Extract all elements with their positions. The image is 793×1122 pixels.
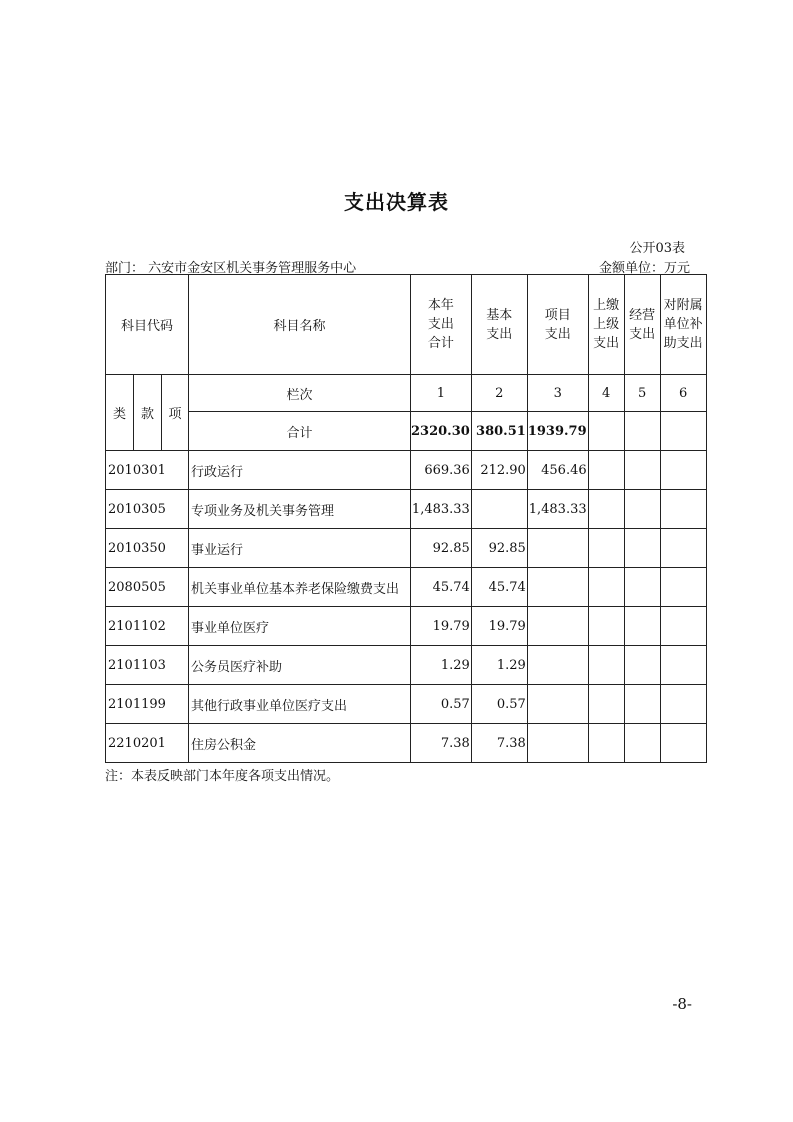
header-col6 <box>660 275 706 375</box>
header-row <box>106 275 707 375</box>
row-value <box>660 646 706 685</box>
header-col2 <box>471 275 527 375</box>
row-name: 住房公积金 <box>189 724 411 763</box>
table-note: 注：本表反映部门本年度各项支出情况。 <box>105 769 340 784</box>
total-label: 合计 <box>189 412 411 451</box>
row-value <box>527 607 588 646</box>
header-line: 支出 <box>629 326 656 342</box>
row-value <box>624 529 660 568</box>
row-value: 1,483.33 <box>411 490 472 529</box>
row-value <box>588 451 624 490</box>
header-line: 本年 <box>427 298 454 313</box>
total-value <box>660 412 706 451</box>
form-number: 公开03表 <box>629 241 685 256</box>
row-value <box>527 646 588 685</box>
row-name: 专项业务及机关事务管理 <box>189 490 411 529</box>
total-value <box>624 412 660 451</box>
row-code: 2101102 <box>106 607 189 646</box>
row-code: 2210201 <box>106 724 189 763</box>
lanci-label: 栏次 <box>189 375 411 412</box>
row-name: 事业单位医疗 <box>189 607 411 646</box>
table-row <box>106 529 707 568</box>
row-value <box>527 685 588 724</box>
header-line: 基本 <box>486 307 513 323</box>
row-value: 1,483.33 <box>527 490 588 529</box>
header-col3 <box>527 275 588 375</box>
row-value <box>471 490 527 529</box>
header-line: 对附属 <box>663 298 703 313</box>
table-row <box>106 685 707 724</box>
row-value <box>588 685 624 724</box>
row-value: 7.38 <box>411 724 472 763</box>
row-value <box>624 685 660 724</box>
header-line: 单位补 <box>663 317 703 332</box>
header-lei: 类 <box>106 375 134 451</box>
row-value: 7.38 <box>471 724 527 763</box>
header-line: 上缴 <box>593 298 620 313</box>
lanci-num: 3 <box>527 375 588 412</box>
total-row <box>106 412 707 451</box>
lanci-num: 6 <box>660 375 706 412</box>
row-value: 212.90 <box>471 451 527 490</box>
row-value <box>588 724 624 763</box>
total-value: 380.51 <box>471 412 527 451</box>
row-value <box>588 529 624 568</box>
unit-label: 金额单位：万元 <box>598 261 690 276</box>
department-label: 部门： 六安市金安区机关事务管理服务中心 <box>105 261 357 276</box>
header-line: 上级 <box>593 317 620 332</box>
total-value: 2320.30 <box>411 412 472 451</box>
row-value <box>660 568 706 607</box>
row-name: 事业运行 <box>189 529 411 568</box>
lanci-num: 5 <box>624 375 660 412</box>
row-value: 0.57 <box>411 685 472 724</box>
row-value <box>527 724 588 763</box>
row-value <box>660 607 706 646</box>
expenditure-table <box>105 274 707 763</box>
total-value <box>588 412 624 451</box>
row-value: 45.74 <box>411 568 472 607</box>
header-col1 <box>411 275 472 375</box>
header-line: 支出 <box>486 326 513 342</box>
row-value <box>660 451 706 490</box>
lanci-num: 2 <box>471 375 527 412</box>
table-row <box>106 490 707 529</box>
row-code: 2101199 <box>106 685 189 724</box>
header-line: 支出 <box>593 336 620 351</box>
row-value <box>527 529 588 568</box>
row-value: 45.74 <box>471 568 527 607</box>
header-line: 助支出 <box>663 336 703 351</box>
lanci-num: 1 <box>411 375 472 412</box>
row-value: 1.29 <box>471 646 527 685</box>
row-value <box>527 568 588 607</box>
row-name: 其他行政事业单位医疗支出 <box>189 685 411 724</box>
row-value <box>588 607 624 646</box>
row-value: 0.57 <box>471 685 527 724</box>
row-code: 2080505 <box>106 568 189 607</box>
row-value <box>624 451 660 490</box>
row-value <box>660 490 706 529</box>
row-value <box>660 685 706 724</box>
row-value: 19.79 <box>471 607 527 646</box>
row-code: 2010350 <box>106 529 189 568</box>
page-number: -8- <box>672 995 692 1013</box>
lanci-row <box>106 375 707 412</box>
row-value: 92.85 <box>471 529 527 568</box>
header-xiang: 项 <box>162 375 189 451</box>
page-title: 支出决算表 <box>344 190 449 214</box>
header-line: 支出 <box>427 317 454 332</box>
table-row <box>106 451 707 490</box>
row-value <box>588 646 624 685</box>
row-value <box>624 490 660 529</box>
header-line: 合计 <box>427 336 454 351</box>
table-row <box>106 607 707 646</box>
table-row <box>106 568 707 607</box>
header-line: 支出 <box>544 326 571 342</box>
row-value <box>660 724 706 763</box>
header-name: 科目名称 <box>189 275 411 375</box>
row-name: 公务员医疗补助 <box>189 646 411 685</box>
header-code: 科目代码 <box>106 275 189 375</box>
total-value: 1939.79 <box>527 412 588 451</box>
row-value: 19.79 <box>411 607 472 646</box>
row-value: 1.29 <box>411 646 472 685</box>
row-value <box>624 646 660 685</box>
header-col4 <box>588 275 624 375</box>
table-row <box>106 646 707 685</box>
row-value <box>660 529 706 568</box>
header-line: 经营 <box>629 307 656 323</box>
row-value <box>624 568 660 607</box>
row-name: 机关事业单位基本养老保险缴费支出 <box>189 568 411 607</box>
header-col5 <box>624 275 660 375</box>
lanci-num: 4 <box>588 375 624 412</box>
row-value <box>624 607 660 646</box>
row-code: 2010305 <box>106 490 189 529</box>
row-code: 2101103 <box>106 646 189 685</box>
row-code: 2010301 <box>106 451 189 490</box>
row-name: 行政运行 <box>189 451 411 490</box>
row-value: 92.85 <box>411 529 472 568</box>
table-row <box>106 724 707 763</box>
header-kuan: 款 <box>134 375 162 451</box>
row-value: 669.36 <box>411 451 472 490</box>
row-value <box>588 490 624 529</box>
header-line: 项目 <box>544 307 571 323</box>
row-value <box>624 724 660 763</box>
row-value <box>588 568 624 607</box>
row-value: 456.46 <box>527 451 588 490</box>
